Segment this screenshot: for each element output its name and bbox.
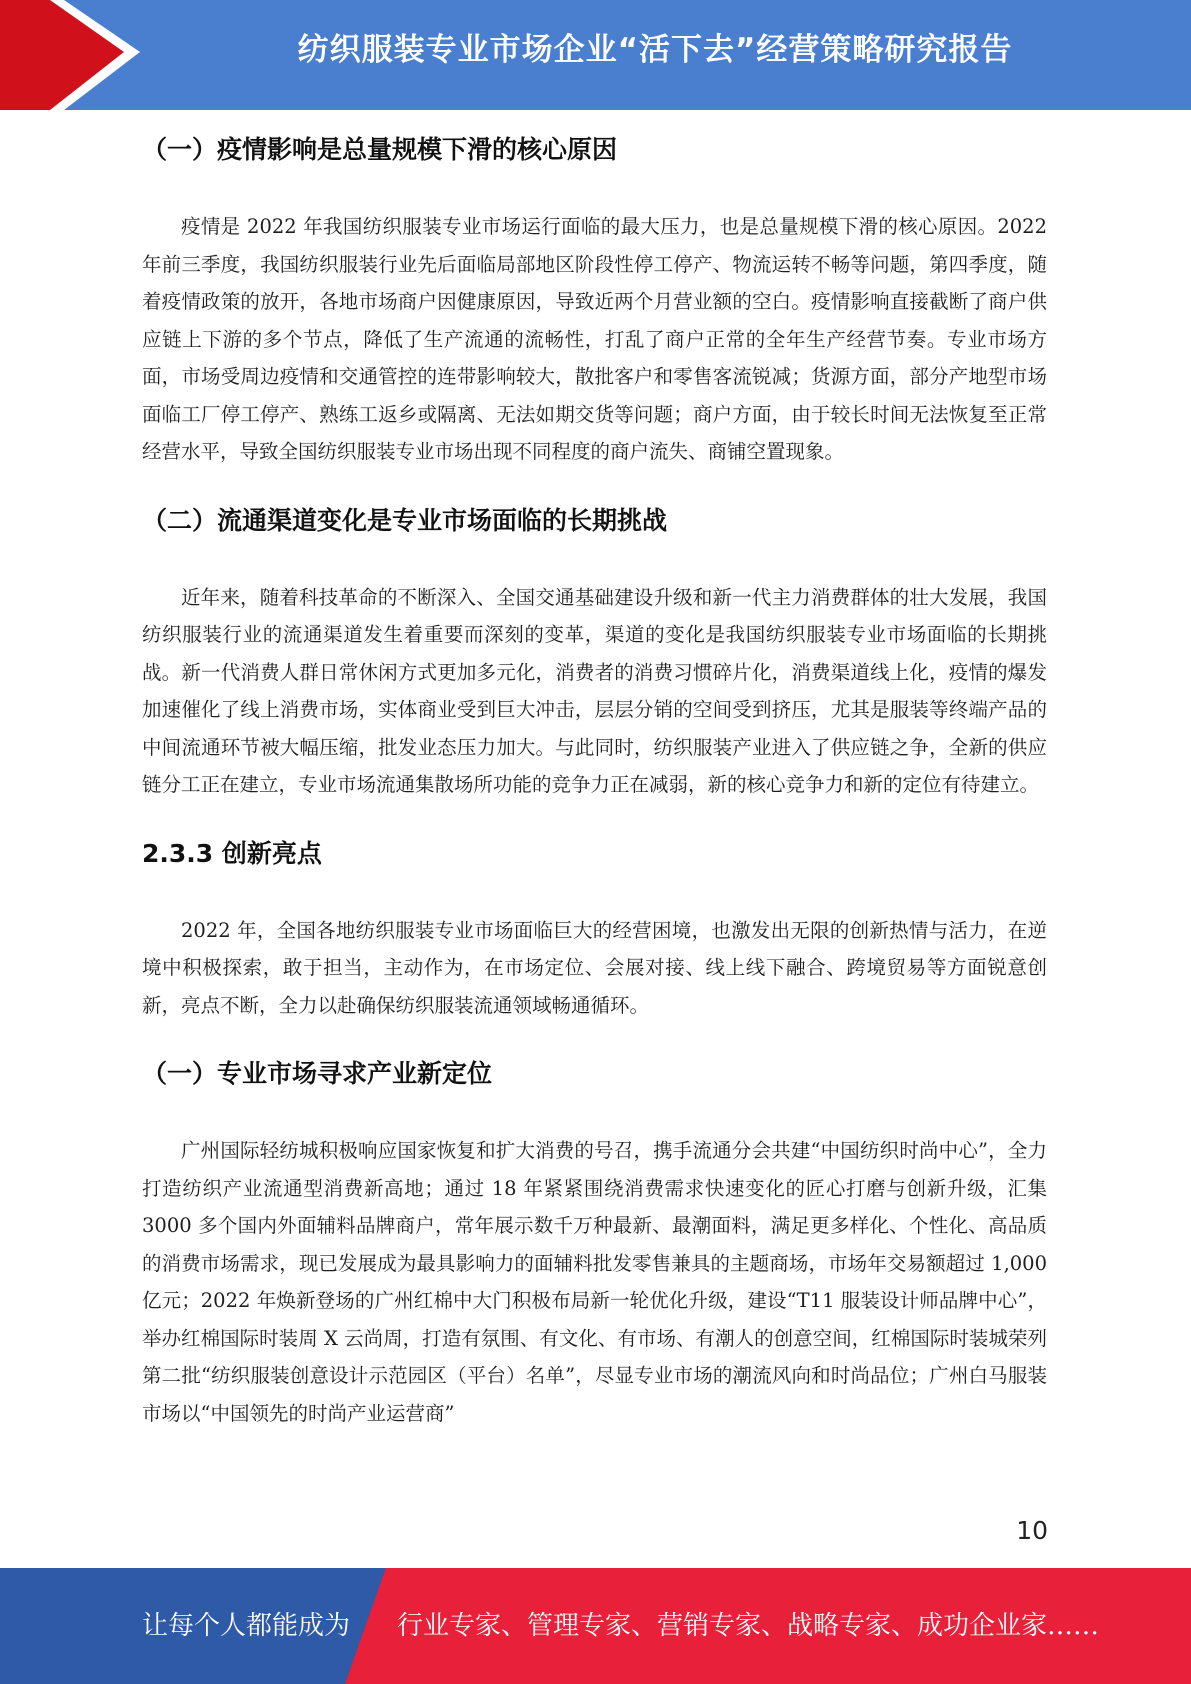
page-number: 10 <box>1016 1516 1048 1545</box>
section-heading-innovation: 2.3.3 创新亮点 <box>142 838 322 868</box>
paragraph-innovation: 2022 年，全国各地纺织服装专业市场面临巨大的经营困境，也激发出无限的创新热情与活力，在逆境中积极探索，敢于担当，主动作为，在市场定位、会展对接、线上线下融合、跨境贸易等方面锐意创新，亮点不断，全力以赴确保纺织服装流通领域畅通循环。 <box>142 918 1047 1017</box>
section-heading-positioning: （一）专业市场寻求产业新定位 <box>142 1059 493 1088</box>
document-title: 纺织服装专业市场企业“活下去”经营策略研究报告 <box>297 32 1013 68</box>
section-heading-epidemic: （一）疫情影响是总量规模下滑的核心原因 <box>142 135 618 164</box>
paragraph-epidemic: 疫情是 2022 年我国纺织服装专业市场运行面临的最大压力，也是总量规模下滑的核心原因。2022 年前三季度，我国纺织服装行业先后面临局部地区阶段性停工停产、物流运转不畅等问题，第四季度，随着疫情政策的放开，各地市场商户因健康原因，导致近两个月营业额的空白。疫情影响直接截断了商户供应链上下游的多个节点，降低了生产流通的流畅性，打乱了商户正常的全年生产经营节奏。专业市场方面，市场受周边疫情和交通管控的连带影响较大，散批客户和零售客流锐减；货源方面，部分产地型市场面临工厂停工停产、熟练工返乡或隔离、无法如期交货等问题；商户方面，由于较长时间无法恢复至正常经营水平，导致全国纺织服装专业市场出现不同程度的商户流失、商铺空置现象。 <box>142 215 1047 463</box>
paragraph-positioning: 广州国际轻纺城积极响应国家恢复和扩大消费的号召，携手流通分会共建“中国纺织时尚中心”，全力打造纺织产业流通型消费新高地；通过 18 年紧紧围绕消费需求快速变化的匠心打磨与创新升级，汇集 3000 多个国内外面辅料品牌商户，常年展示数千万种最新、最潮面料，满足更多样化、个性化、高品质的消费市场需求，现已发展成为最具影响力的面辅料批发零售兼具的主题商场，市场年交易额超过 1,000 亿元；2022 年焕新登场的广州红棉中大门积极布局新一轮优化升级，建设“T11 服装设计师品牌中心”，举办红棉国际时装周 X 云尚周，打造有氛围、有文化、有市场、有潮人的创意空间，红棉国际时装城荣列第二批“纺织服装创意设计示范园区（平台）名单”，尽显专业市场的潮流风向和时尚品位；广州白马服装市场以“中国领先的时尚产业运营商” <box>142 1139 1047 1425</box>
paragraph-channels: 近年来，随着科技革命的不断深入、全国交通基础建设升级和新一代主力消费群体的壮大发展，我国纺织服装行业的流通渠道发生着重要而深刻的变革，渠道的变化是我国纺织服装专业市场面临的长期挑战。新一代消费人群日常休闲方式更加多元化，消费者的消费习惯碎片化，消费渠道线上化，疫情的爆发加速催化了线上消费市场，实体商业受到巨大冲击，层层分销的空间受到挤压，尤其是服装等终端产品的中间流通环节被大幅压缩，批发业态压力加大。与此同时，纺织服装产业进入了供应链之争，全新的供应链分工正在建立，专业市场流通集散场所功能的竞争力正在减弱，新的核心竞争力和新的定位有待建立。 <box>142 585 1047 796</box>
chevron-arrow-icon <box>0 0 150 110</box>
footer-slogan-left: 让每个人都能成为 <box>142 1611 351 1641</box>
footer-slogan-right: 行业专家、管理专家、营销专家、战略专家、成功企业家…… <box>397 1611 1100 1641</box>
footer-banner <box>0 1568 1191 1684</box>
page-content <box>142 120 1047 1432</box>
section-heading-channels: （二）流通渠道变化是专业市场面临的长期挑战 <box>142 505 668 535</box>
header-banner <box>0 0 1191 110</box>
